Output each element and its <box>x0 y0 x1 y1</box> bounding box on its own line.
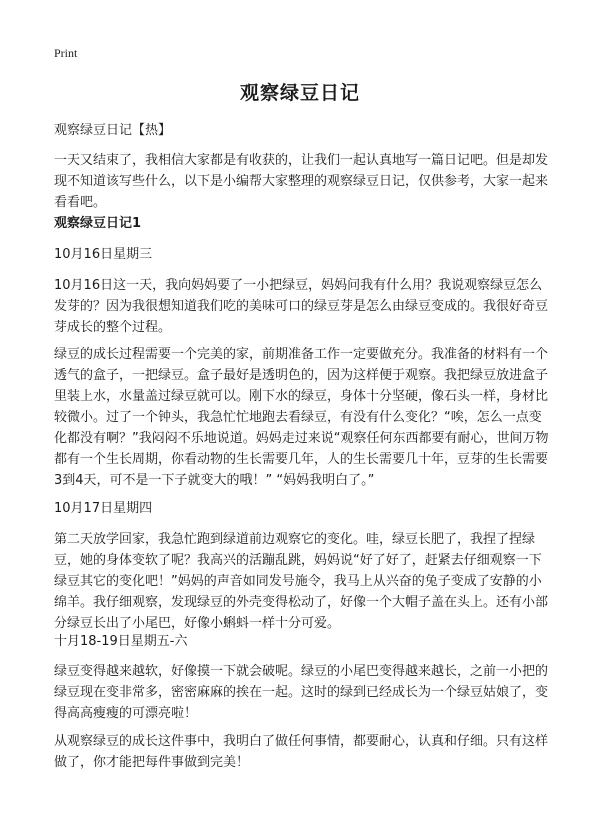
intro-paragraph: 一天又结束了，我相信大家都是有收获的，让我们一起认真地写一篇日记吧。但是却发现不知道该写些什么，以下是小编帮大家整理的观察绿豆日记，仅供参考，大家一起来看看吧。 <box>54 153 549 210</box>
paragraph-4: 绿豆变得越来越软，好像摸一下就会破呢。绿豆的小尾巴变得越来越长，之前一小把的绿豆现在变非常多，密密麻麻的挨在一起。这时的绿到已经成长为一个绿豆姑娘了，变得高高瘦瘦的可漂亮啦！ <box>54 664 549 721</box>
article-subtitle: 观察绿豆日记【热】 <box>54 123 172 138</box>
paragraph-5: 从观察绿豆的成长这件事中，我明白了做任何事情，都要耐心，认真和仔细。只有这样做了，你才能把每件事做到完美！ <box>54 734 549 770</box>
section-heading: 观察绿豆日记1 <box>54 216 142 231</box>
print-link[interactable]: Print <box>54 46 78 60</box>
paragraph-2: 绿豆的成长过程需要一个完美的家，前期准备工作一定要做充分。我准备的材料有一个透气的盒子，一把绿豆。盒子最好是透明色的，因为这样便于观察。我把绿豆放进盒子里装上水，水量盖过绿豆就可以。刚下水的绿豆，身体十分坚硬，像石头一样，身材比较微小。过了一个钟头，我急忙忙地跑去看绿豆，有没有什么变化？“唉，怎么一点变化都没有啊？”我闷闷不乐地说道。妈妈走过来说“观察任何东西都要有耐心，世间万物都有一个生长周期，你看动物的生长需要几年，人的生长需要几十年，豆芽的生长需要3到4天，可不是一下子就变大的哦！” “妈妈我明白了。” <box>54 347 549 488</box>
date-heading-2: 10月17日星期四 <box>54 501 153 516</box>
date-heading-3: 十月18-19日星期五-六 <box>54 634 188 649</box>
date-heading-1: 10月16日星期三 <box>54 247 153 262</box>
paragraph-1: 10月16日这一天，我向妈妈要了一小把绿豆，妈妈问我有什么用？我说观察绿豆怎么发芽的？因为我很想知道我们吃的美味可口的绿豆芽是怎么由绿豆变成的。我很好奇豆芽成长的整个过程。 <box>54 278 549 335</box>
page-title: 观察绿豆日记 <box>239 82 360 104</box>
paragraph-3: 第二天放学回家，我急忙跑到绿道前边观察它的变化。哇，绿豆长肥了，我捏了捏绿豆，她的身体变软了呢？我高兴的活蹦乱跳，妈妈说“好了好了，赶紧去仔细观察一下绿豆其它的变化吧！”妈妈的声音如同发号施令，我马上从兴奋的兔子变成了安静的小绵羊。我仔细观察，发现绿豆的外壳变得松动了，好像一个大帽子盖在头上。还有小部分绿豆长出了小尾巴，好像小蝌蚪一样十分可爱。 <box>54 532 549 631</box>
